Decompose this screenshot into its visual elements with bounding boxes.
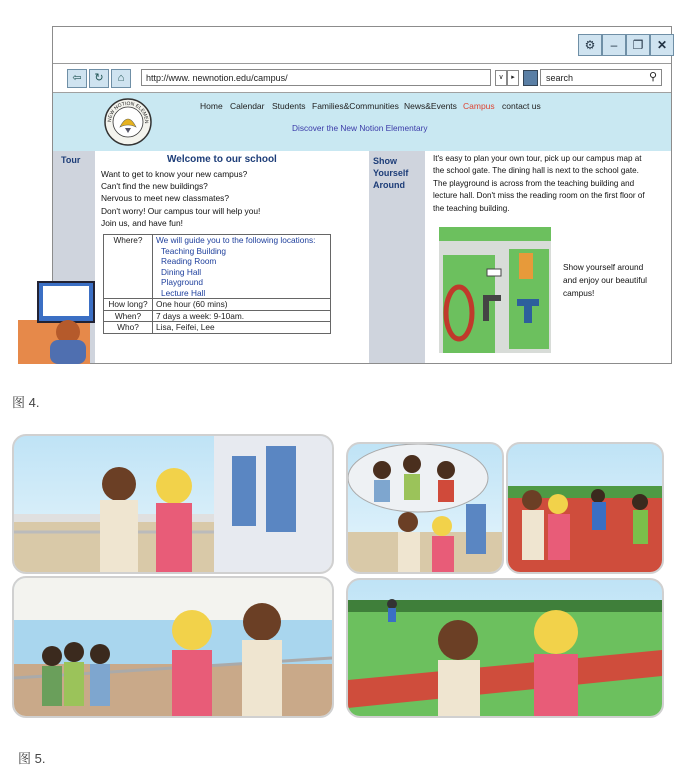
intro-line: Can't find the new buildings? — [101, 181, 208, 192]
close-button[interactable]: ✕ — [650, 34, 674, 56]
minimize-button[interactable]: – — [602, 34, 626, 56]
site-header — [53, 93, 671, 151]
location-item: Teaching Building — [161, 245, 227, 256]
back-arrow-icon[interactable]: ⇦ — [67, 69, 87, 88]
tour-title: Welcome to our school — [167, 154, 277, 165]
title-bar — [53, 27, 671, 64]
show-sidebar — [369, 151, 425, 363]
browser-window — [52, 26, 672, 364]
tour-intro — [101, 168, 361, 229]
show-paragraph — [433, 153, 669, 215]
nav-calendar[interactable]: Calendar — [230, 101, 265, 111]
school-logo — [103, 97, 153, 147]
howlong-label: How long? — [104, 299, 153, 311]
go-arrow-icon[interactable]: ▸ — [507, 70, 519, 86]
corridor-scene — [14, 436, 332, 572]
address-bar — [53, 64, 671, 93]
page-content — [53, 151, 671, 363]
show-label-line: Around — [373, 180, 405, 190]
search-icon[interactable]: ⚲ — [649, 71, 658, 83]
para-line: It's easy to plan your own tour, pick up our campus map at — [433, 154, 642, 163]
para-line: The playground is across from the teaching building and — [433, 178, 635, 188]
para-line: lecture hall. Don't miss the reading room on the first floor of — [433, 191, 645, 201]
search-engine-icon[interactable] — [523, 70, 538, 86]
table-row — [104, 299, 331, 311]
table-row — [104, 310, 331, 322]
who-label: Who? — [104, 322, 153, 334]
when-value: 7 days a week: 9-10am. — [153, 310, 331, 322]
who-value: Lisa, Feifei, Lee — [153, 322, 331, 334]
playground-scene — [508, 444, 662, 572]
map-note-line: campus! — [563, 288, 595, 298]
nav-families[interactable]: Families&Communities — [312, 101, 399, 111]
campus-map — [439, 227, 551, 353]
thought-bubble-scene — [348, 444, 502, 572]
comic-panel-1 — [12, 434, 334, 574]
howlong-value: One hour (60 mins) — [153, 299, 331, 311]
show-label-line: Yourself — [373, 168, 409, 178]
para-line: the teaching building. — [433, 203, 510, 213]
map-note-line: and enjoy our beautiful — [563, 275, 647, 285]
location-item: Dining Hall — [161, 266, 202, 277]
figure-4-caption: 图 4. — [12, 395, 40, 410]
home-icon[interactable]: ⌂ — [111, 69, 131, 88]
nav-news[interactable]: News&Events — [404, 101, 457, 111]
comic-panel-2 — [12, 576, 334, 718]
intro-line: Want to get to know your new campus? — [101, 169, 248, 179]
table-row — [104, 235, 331, 299]
nav-contact[interactable]: contact us — [502, 101, 541, 111]
comic-panel-3 — [346, 442, 504, 574]
map-note — [563, 261, 647, 300]
site-tagline: Discover the New Notion Elementary — [292, 123, 428, 133]
svg-text:NEW NOTION ELEMENTARY: NEW NOTION ELEMEN — [106, 100, 150, 124]
dropdown-arrow-icon[interactable]: ∨ — [495, 70, 507, 86]
tour-label: Tour — [61, 155, 81, 165]
walkway-scene — [14, 578, 332, 716]
comic-panel-5 — [346, 578, 664, 718]
map-note-line: Show yourself around — [563, 262, 644, 272]
para-line: the school gate. The dining hall is next to the school gate. — [433, 166, 639, 176]
show-label — [373, 155, 408, 191]
restore-button[interactable]: ❐ — [626, 34, 650, 56]
refresh-icon[interactable]: ↻ — [89, 69, 109, 88]
nav-campus[interactable]: Campus — [463, 101, 495, 111]
intro-line: Don't worry! Our campus tour will help you! — [101, 205, 261, 216]
search-input[interactable]: search — [540, 69, 662, 86]
intro-line: Join us, and have fun! — [101, 217, 183, 228]
figure-5-caption: 图 5. — [18, 751, 46, 766]
intro-line: Nervous to meet new classmates? — [101, 193, 230, 204]
show-label-line: Show — [373, 156, 397, 166]
location-item: Playground — [161, 277, 203, 287]
sports-field-scene — [348, 580, 662, 716]
child-at-computer-illustration — [18, 280, 114, 364]
settings-icon[interactable]: ⚙ — [578, 34, 602, 56]
url-input[interactable]: http://www. newnotion.edu/campus/ — [141, 69, 491, 86]
location-item: Reading Room — [161, 256, 217, 266]
table-row — [104, 322, 331, 334]
where-cell — [153, 235, 331, 299]
tour-info-table — [103, 234, 331, 334]
nav-students[interactable]: Students — [272, 101, 306, 111]
comic-panel-4 — [506, 442, 664, 574]
nav-home[interactable]: Home — [200, 101, 223, 111]
where-intro: We will guide you to the following locations: — [156, 235, 316, 245]
where-label: Where? — [104, 235, 153, 299]
when-label: When? — [104, 310, 153, 322]
location-item: Lecture Hall — [161, 287, 206, 298]
